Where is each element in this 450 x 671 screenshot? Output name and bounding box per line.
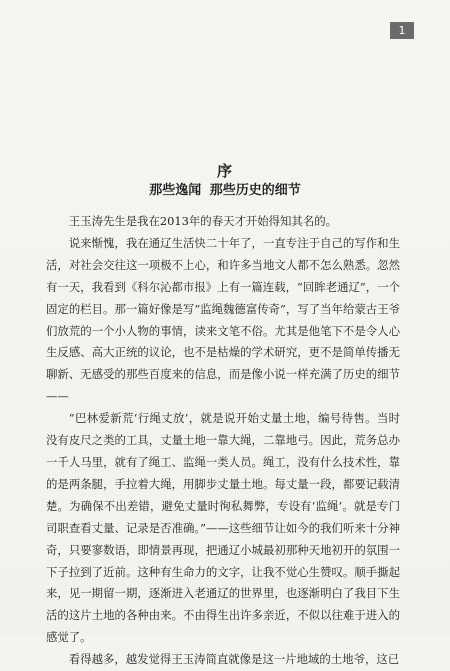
paragraph: 说来惭愧，我在通辽生活快二十年了，一直专注于自己的写作和生活，对社会交往这一项极不上心，和许多当地文人都不怎么熟悉。忽然有一天，我看到《科尔沁都市报》上有一篇连载，“回眸老通辽”，一个固定的栏目。那一篇好像是写“监绳魏德富传奇”，写了当年给蒙古王爷们放荒的一个小人物的事情，读来文笔不俗。尤其是他笔下不是令人心生反感、高大正统的议论，也不是枯燥的学术研究，更不是简单传播无聊新、无感受的那些百度来的信息，而是像小说一样充满了历史的细节——: [46, 235, 400, 404]
chapter-title: 序: [216, 162, 233, 180]
paragraph: 看得越多，越发觉得王玉涛简直就像是这一片地域的土地爷，这已: [68, 652, 400, 667]
page-number-badge: 1: [390, 22, 414, 39]
chapter-subtitle: 那些逸闻 那些历史的细节: [149, 183, 301, 198]
paragraph: 王玉涛先生是我在2013年的春天才开始得知其名的。: [68, 214, 337, 228]
paragraph: “巴林爱新荒‘行绳丈放’，就是说开始丈量土地，编号待售。当时没有皮尺之类的工具，丈量土地一靠大绳，二靠地弓。因此，荒务总办一千人马里，就有了绳工、监绳一类人员。绳工，没有什么技术性，靠的是两条腿，手拉着大绳，用脚步丈量土地。每丈量一段，都要记载清楚。为确保不出差错，避免丈量时徇私舞弊，专设有‘监绳’。就是专门司职查看丈量、记录是否准确。”——这些细节让如今的我们听来十分神奇，只要寥数语，即情景再现，把通辽小城最初那种天地初开的氛围一下子拉到了近前。这种有生命力的文字，让我不觉心生赞叹。顺手撕起来，见一期留一期，逐渐进入老通辽的世界里，也逐渐明白了我目下生活的这片土地的各种由来。不由得生出许多亲近，不似以往难于进入的感觉了。: [46, 411, 400, 645]
body-text: [46, 211, 400, 671]
chapter-heading: [0, 162, 450, 199]
